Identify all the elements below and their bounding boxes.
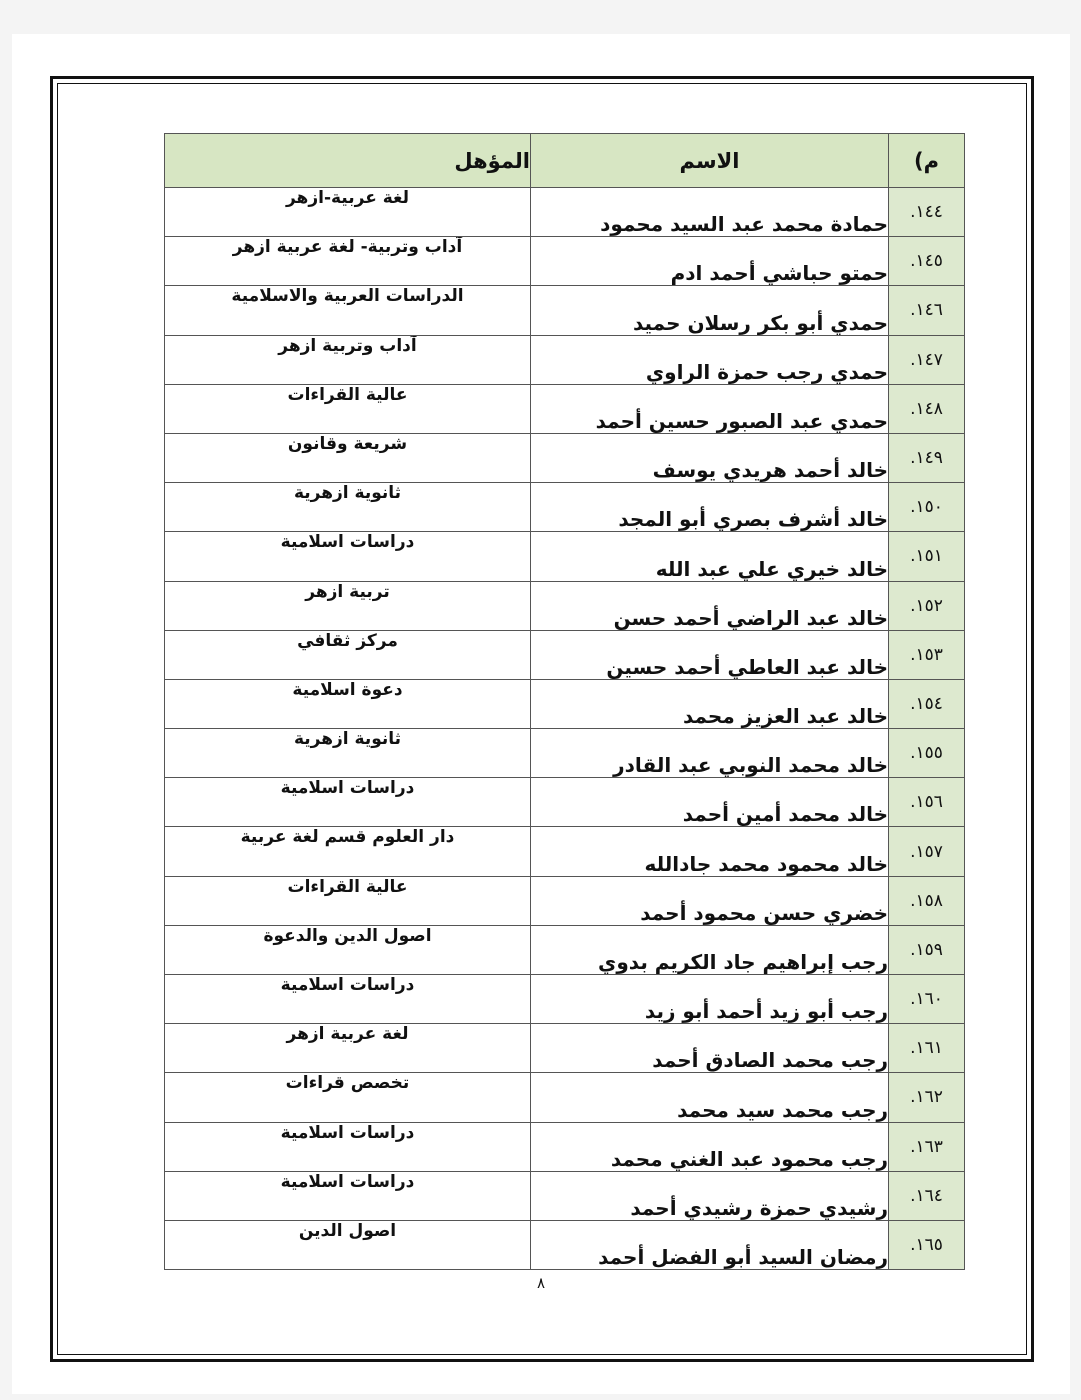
person-name: خالد أحمد هريدي يوسف — [531, 433, 889, 482]
table-row — [165, 1122, 965, 1171]
person-name: رجب محمود عبد الغني محمد — [531, 1122, 889, 1171]
table-row — [165, 925, 965, 974]
table-row — [165, 827, 965, 876]
person-name: خالد عبد العاطي أحمد حسين — [531, 630, 889, 679]
table-row — [165, 433, 965, 482]
qualification: دراسات اسلامية — [165, 975, 531, 1024]
table-row — [165, 778, 965, 827]
qualification: ثانوية ازهرية — [165, 483, 531, 532]
table-row — [165, 237, 965, 286]
table-row — [165, 876, 965, 925]
row-number: ١٤٥. — [889, 237, 965, 286]
table-row — [165, 532, 965, 581]
table-header-row — [165, 134, 965, 188]
table-row — [165, 188, 965, 237]
qualification: مركز ثقافي — [165, 630, 531, 679]
table-body — [165, 188, 965, 1270]
qualification: دراسات اسلامية — [165, 532, 531, 581]
person-name: خالد محمد النوبي عبد القادر — [531, 729, 889, 778]
person-name: خالد محمود محمد جادالله — [531, 827, 889, 876]
row-number: ١٥٣. — [889, 630, 965, 679]
person-name: حمتو حباشي أحمد ادم — [531, 237, 889, 286]
person-name: حمدي عبد الصبور حسين أحمد — [531, 384, 889, 433]
qualification: اصول الدين — [165, 1220, 531, 1269]
table-row — [165, 1024, 965, 1073]
header-number: م) — [889, 134, 965, 188]
qualification: آداب وتربية- لغة عربية ازهر — [165, 237, 531, 286]
person-name: رجب إبراهيم جاد الكريم بدوي — [531, 925, 889, 974]
page-number: ٨ — [536, 1274, 546, 1292]
row-number: ١٦٠. — [889, 975, 965, 1024]
person-name: خالد أشرف بصري أبو المجد — [531, 483, 889, 532]
row-number: ١٥٩. — [889, 925, 965, 974]
row-number: ١٤٤. — [889, 188, 965, 237]
row-number: ١٦٥. — [889, 1220, 965, 1269]
row-number: ١٤٨. — [889, 384, 965, 433]
row-number: ١٥٥. — [889, 729, 965, 778]
row-number: ١٥٦. — [889, 778, 965, 827]
qualification: تربية ازهر — [165, 581, 531, 630]
table-row — [165, 975, 965, 1024]
qualification: تخصص قراءات — [165, 1073, 531, 1122]
row-number: ١٦٢. — [889, 1073, 965, 1122]
table-row — [165, 581, 965, 630]
row-number: ١٦٤. — [889, 1171, 965, 1220]
row-number: ١٤٦. — [889, 286, 965, 335]
table-row — [165, 286, 965, 335]
table-row — [165, 679, 965, 728]
person-name: خضري حسن محمود أحمد — [531, 876, 889, 925]
table-row — [165, 384, 965, 433]
table-row — [165, 1220, 965, 1269]
header-qualification: المؤهل — [165, 134, 531, 188]
person-name: رشيدي حمزة رشيدي أحمد — [531, 1171, 889, 1220]
names-table — [164, 133, 965, 1270]
person-name: خالد خيري علي عبد الله — [531, 532, 889, 581]
qualification: دراسات اسلامية — [165, 1171, 531, 1220]
qualification: دار العلوم قسم لغة عربية — [165, 827, 531, 876]
person-name: رجب محمد سيد محمد — [531, 1073, 889, 1122]
qualification: لغة عربية-ازهر — [165, 188, 531, 237]
table-row — [165, 1073, 965, 1122]
row-number: ١٥٢. — [889, 581, 965, 630]
row-number: ١٦٣. — [889, 1122, 965, 1171]
row-number: ١٥٧. — [889, 827, 965, 876]
qualification: ثانوية ازهرية — [165, 729, 531, 778]
document-page — [12, 34, 1070, 1394]
qualification: عالية القراءات — [165, 876, 531, 925]
qualification: دعوة اسلامية — [165, 679, 531, 728]
row-number: ١٥٨. — [889, 876, 965, 925]
person-name: رجب أبو زيد أحمد أبو زيد — [531, 975, 889, 1024]
table-row — [165, 1171, 965, 1220]
table-row — [165, 335, 965, 384]
table-row — [165, 483, 965, 532]
row-number: ١٥٠. — [889, 483, 965, 532]
header-name: الاسم — [531, 134, 889, 188]
row-number: ١٤٩. — [889, 433, 965, 482]
person-name: حمدي رجب حمزة الراوي — [531, 335, 889, 384]
qualification: لغة عربية ازهر — [165, 1024, 531, 1073]
person-name: رمضان السيد أبو الفضل أحمد — [531, 1220, 889, 1269]
person-name: حمادة محمد عبد السيد محمود — [531, 188, 889, 237]
row-number: ١٤٧. — [889, 335, 965, 384]
row-number: ١٥١. — [889, 532, 965, 581]
qualification: آداب وتربية ازهر — [165, 335, 531, 384]
table-row — [165, 630, 965, 679]
qualification: اصول الدين والدعوة — [165, 925, 531, 974]
person-name: رجب محمد الصادق أحمد — [531, 1024, 889, 1073]
qualification: دراسات اسلامية — [165, 1122, 531, 1171]
table-row — [165, 729, 965, 778]
qualification: دراسات اسلامية — [165, 778, 531, 827]
person-name: خالد عبد الراضي أحمد حسن — [531, 581, 889, 630]
person-name: حمدي أبو بكر رسلان حميد — [531, 286, 889, 335]
person-name: خالد عبد العزيز محمد — [531, 679, 889, 728]
person-name: خالد محمد أمين أحمد — [531, 778, 889, 827]
qualification: الدراسات العربية والاسلامية — [165, 286, 531, 335]
qualification: شريعة وقانون — [165, 433, 531, 482]
row-number: ١٦١. — [889, 1024, 965, 1073]
row-number: ١٥٤. — [889, 679, 965, 728]
qualification: عالية القراءات — [165, 384, 531, 433]
